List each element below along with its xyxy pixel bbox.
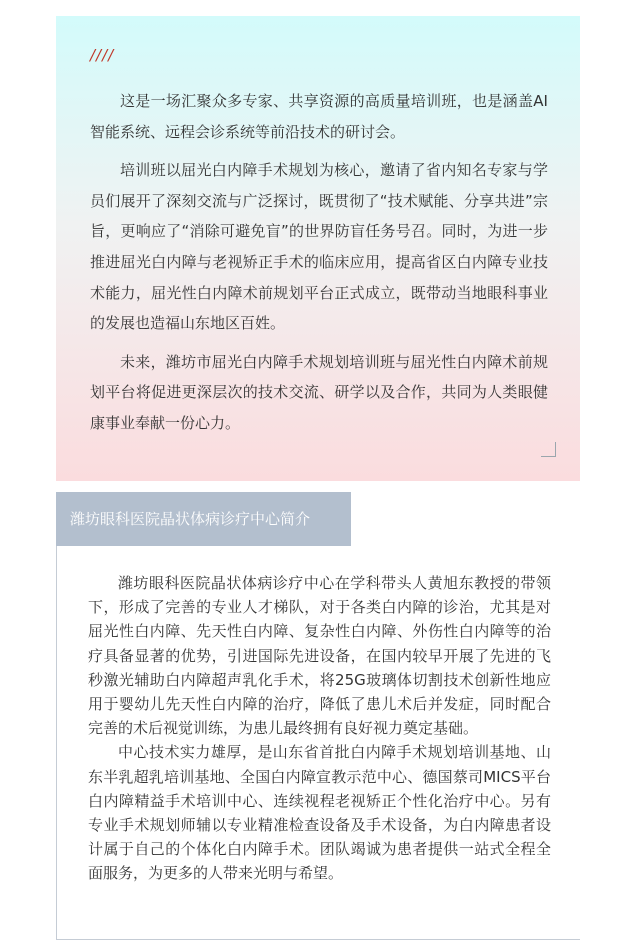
slash-decoration: //// bbox=[90, 46, 115, 64]
intro-card bbox=[56, 16, 580, 481]
intro-body bbox=[90, 86, 548, 447]
intro-paragraph: 培训班以屈光白内障手术规划为核心，邀请了省内知名专家与学员们展开了深刻交流与广泛探讨，既贯彻了“技术赋能、分享共进”宗旨，更响应了“消除可避免盲”的世界防盲任务号召。同时，为进一步推进屈光白内障与老视矫正手术的临床应用，提高省区白内障专业技术能力，屈光性白内障术前规划平台正式成立，既带动当地眼科事业的发展也造福山东地区百姓。 bbox=[90, 161, 548, 333]
section-title: 潍坊眼科医院晶状体病诊疗中心简介 bbox=[56, 492, 351, 546]
intro-paragraph: 这是一场汇聚众多专家、共享资源的高质量培训班，也是涵盖AI智能系统、远程会诊系统等前沿技术的研讨会。 bbox=[90, 92, 548, 141]
section-paragraph: 潍坊眼科医院晶状体病诊疗中心在学科带头人黄旭东教授的带领下，形成了完善的专业人才梯队，对于各类白内障的诊治，尤其是对屈光性白内障、先天性白内障、复杂性白内障、外伤性白内障等的治疗具备显著的优势，引进国际先进设备，在国内较早开展了先进的飞秒激光辅助白内障超声乳化手术，将25G玻璃体切割技术创新性地应用于婴幼儿先天性白内障的治疗，降低了患儿术后并发症，同时配合完善的术后视觉训练，为患儿最终拥有良好视力奠定基础。 bbox=[88, 574, 551, 738]
section-body bbox=[88, 571, 551, 886]
corner-bracket-icon bbox=[541, 442, 556, 457]
section-paragraph: 中心技术实力雄厚，是山东省首批白内障手术规划培训基地、山东半乳超乳培训基地、全国白内障宣教示范中心、德国蔡司MICS平台白内障精益手术培训中心、连续视程老视矫正个性化治疗中心。另有专业手术规划师辅以专业精准检查设备及手术设备，为白内障患者设计属于自己的个体化白内障手术。团队竭诚为患者提供一站式全程全面服务，为更多的人带来光明与希望。 bbox=[88, 743, 551, 883]
intro-paragraph: 未来，潍坊市屈光白内障手术规划培训班与屈光性白内障术前规划平台将促进更深层次的技术交流、研学以及合作，共同为人类眼健康事业奉献一份心力。 bbox=[90, 352, 548, 432]
section-card bbox=[56, 546, 580, 940]
